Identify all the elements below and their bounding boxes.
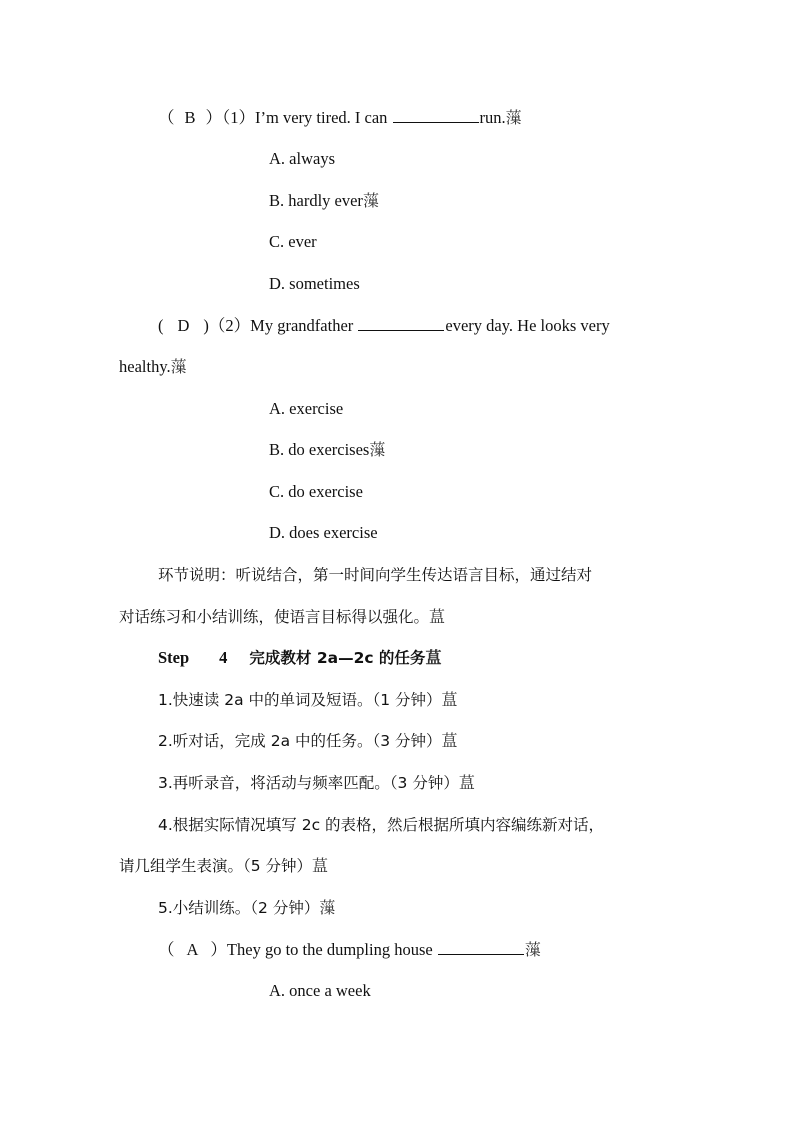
paren-close: ） <box>210 940 227 959</box>
task-item-continued: 请几组学生表演。（5 分钟）蒀 <box>119 856 329 875</box>
option: A. exercise <box>269 399 344 418</box>
option: B. hardly ever薻 <box>269 191 379 210</box>
stem-text: They go to the dumpling house <box>226 940 437 959</box>
answer-blank <box>438 940 524 955</box>
answer-letter: D <box>177 316 190 335</box>
task-item: 5.小结训练。（2 分钟）薻 <box>158 898 336 917</box>
paren-close: ） <box>205 108 223 127</box>
step-heading: Step 4 完成教材 2a—2c 的任务蒀 <box>158 648 442 667</box>
question-2-stem-continued: healthy.薻 <box>119 357 187 376</box>
option: B. do exercises薻 <box>269 440 386 459</box>
step-label: Step <box>158 648 190 667</box>
task-item: 1.快速读 2a 中的单词及短语。（1 分钟）蒀 <box>158 690 458 709</box>
task-item: 2.听对话，完成 2a 中的任务。（3 分钟）蒀 <box>158 731 458 750</box>
question-1-stem <box>158 108 522 128</box>
task-item: 4.根据实际情况填写 2c 的表格，然后根据所填内容编练新对话， <box>158 816 605 834</box>
question-number: （1） <box>222 108 256 127</box>
question-2-stem <box>158 316 610 336</box>
paren-open: （ <box>158 940 175 959</box>
section-note-continued: 对话练习和小结训练，使语言目标得以强化。蒀 <box>119 607 446 626</box>
task-item: 3.再听录音，将活动与频率匹配。（3 分钟）蒀 <box>158 773 475 792</box>
paren-close: ) <box>203 316 209 335</box>
answer-blank <box>358 316 444 331</box>
option: A. always <box>269 149 335 168</box>
paragraph-mark: 薻 <box>505 108 522 127</box>
option: A. once a week <box>269 981 371 1000</box>
stem-text-after: every day. He looks very <box>445 316 610 335</box>
question-number: （2） <box>208 316 251 335</box>
paragraph-mark: 薻 <box>524 940 541 959</box>
paren-open: ( <box>158 316 164 335</box>
stem-text: My grandfather <box>250 316 358 335</box>
step-title: 完成教材 2a—2c 的任务 <box>249 649 426 667</box>
stem-text: I’m very tired. I can <box>255 108 392 127</box>
option: D. sometimes <box>269 274 360 293</box>
section-note: 环节说明：听说结合，第一时间向学生传达语言目标，通过结对 <box>158 566 593 584</box>
step-number: 4 <box>219 648 228 667</box>
answer-blank <box>393 108 479 123</box>
paragraph-mark: 薻 <box>170 357 187 376</box>
option: C. do exercise <box>269 482 363 501</box>
option: D. does exercise <box>269 523 378 542</box>
question-3-stem <box>158 940 541 960</box>
option: C. ever <box>269 232 317 251</box>
paren-open: （ <box>158 108 175 127</box>
answer-letter: B <box>184 108 196 127</box>
stem-text-after: run. <box>479 108 506 127</box>
answer-letter: A <box>186 940 199 959</box>
